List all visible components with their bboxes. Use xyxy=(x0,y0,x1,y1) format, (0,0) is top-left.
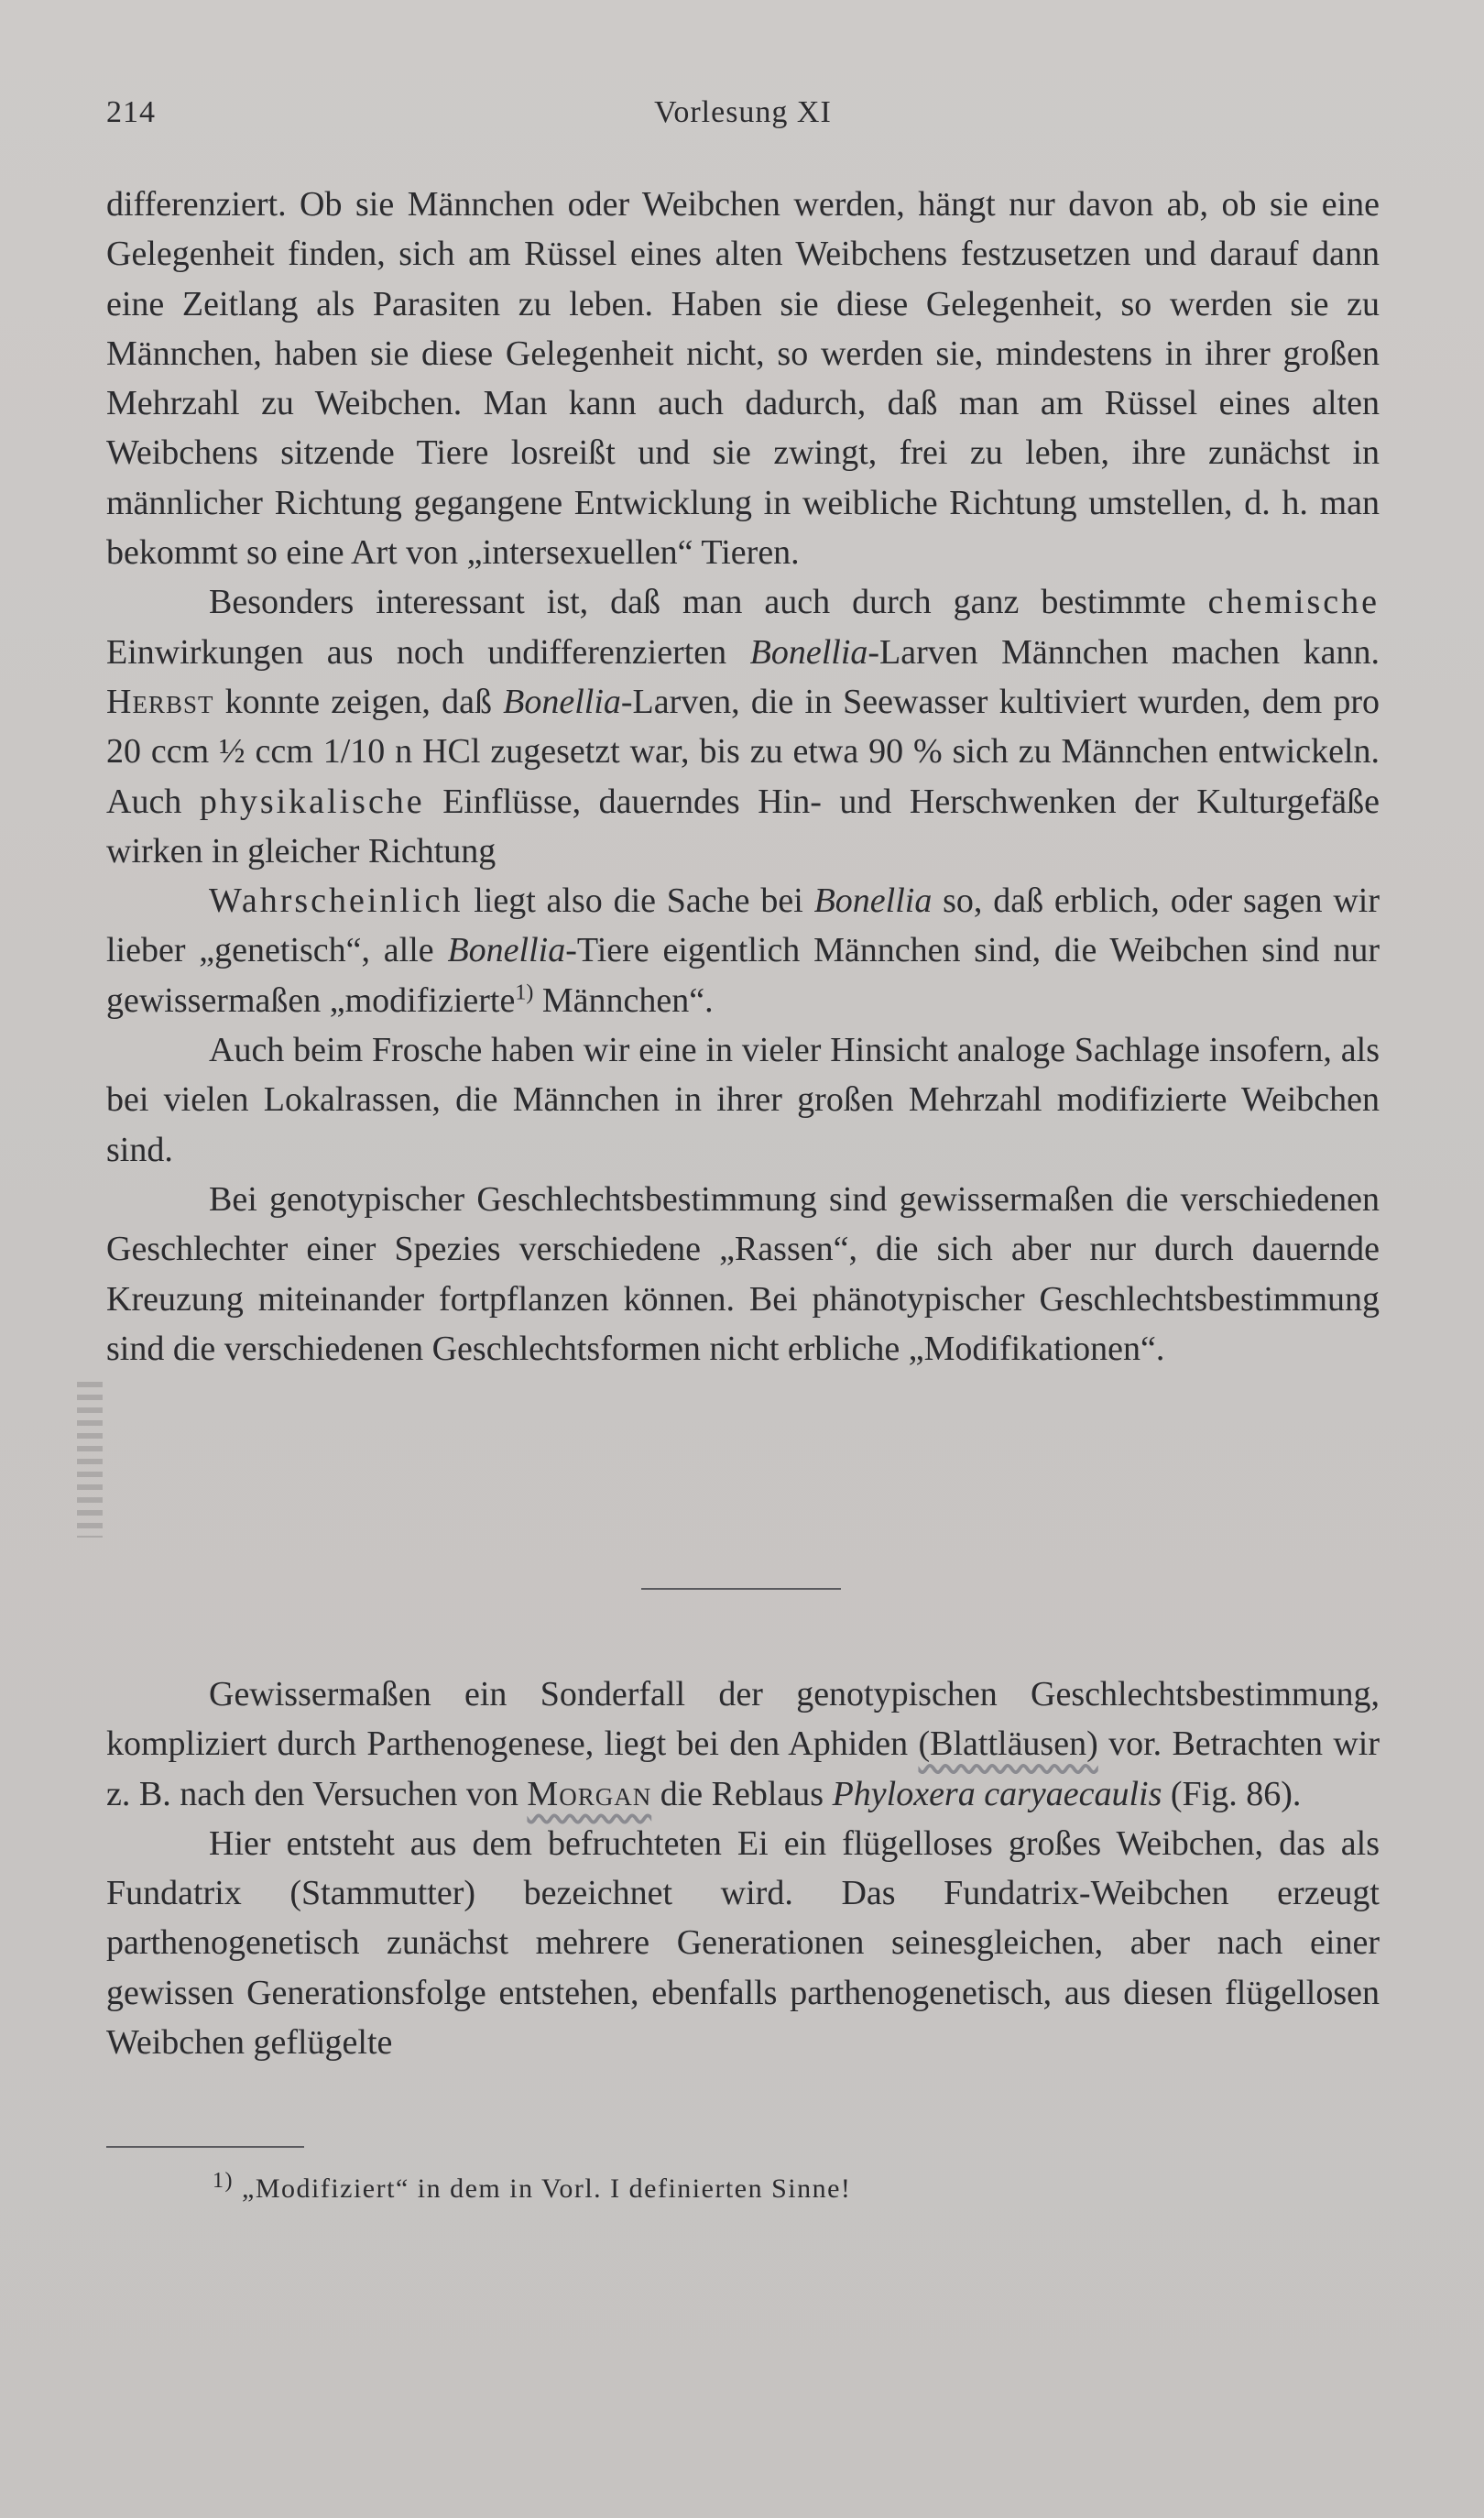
italic-bonellia: Bonellia xyxy=(813,881,933,921)
author-name-herbst: Herbst xyxy=(106,682,214,721)
text-run: -Larven Männchen machen kann. xyxy=(867,632,1380,672)
spaced-word-wahrscheinlich: Wahrscheinlich xyxy=(209,881,464,921)
italic-bonellia: Bonellia xyxy=(447,931,566,970)
footnote-rule xyxy=(106,2146,304,2148)
main-text-section-1 xyxy=(106,180,1380,1374)
page-number: 214 xyxy=(106,95,156,129)
text-run: konnte zeigen, daß xyxy=(213,682,504,721)
italic-bonellia: Bonellia xyxy=(503,682,621,721)
paragraph-3 xyxy=(106,876,1380,1025)
footnote xyxy=(213,2169,852,2205)
paragraph-1: differenziert. Ob sie Männchen oder Weibchen werden, hängt nur davon ab, ob sie eine Gelegenheit finden, sich am Rüssel eines alten Weibchens festzusetzen und darauf dann eine Zeitlang als Parasiten zu leben. Haben sie diese Gelegenheit, so werden sie zu Männchen, haben sie diese Gelegenheit nicht, so werden sie, mindestens in ihrer großen Mehrzahl zu Weibchen. Man kann auch dadurch, daß man am Rüssel eines alten Weibchens sitzende Tiere losreißt und sie zwingt, frei zu leben, ihre zunächst in männlicher Richtung gegangene Entwicklung in weibliche Richtung umstellen, d. h. man bekommt so eine Art von „intersexuellen“ Tieren. xyxy=(106,185,1380,573)
page-header xyxy=(106,95,1380,139)
author-name-morgan: Morgan xyxy=(527,1774,652,1813)
paragraph-2 xyxy=(106,577,1380,876)
text-run: Männchen“. xyxy=(533,980,714,1020)
spaced-word-physikalische: physikalische xyxy=(199,782,425,821)
text-run: Einwirkungen aus noch undifferenzierten xyxy=(106,632,750,672)
text-run: liegt also die Sache bei xyxy=(463,881,814,921)
text-run: so, daß erblich, oder sagen wir lieber „genetisch“, alle xyxy=(106,881,1380,970)
text-run: Besonders interessant ist, daß man auch durch ganz bestimmte xyxy=(209,583,1208,622)
text-run: Einflüsse, dauerndes Hin- und Herschwenken der Kulturgefäße wirken in gleicher Richtung xyxy=(106,782,1380,870)
running-head: Vorlesung XI xyxy=(654,95,832,129)
text-run: -Tiere eigentlich Männchen sind, die Weibchen sind nur gewissermaßen „modifizierte xyxy=(106,931,1380,1020)
paragraph-4: Auch beim Frosche haben wir eine in vieler Hinsicht analoge Sachlage insofern, als bei vielen Lokalrassen, die Männchen in ihrer großen Mehrzahl modifizierte Weibchen sind. xyxy=(106,1031,1380,1169)
footnote-marker: 1) xyxy=(213,2169,234,2193)
text-run: vor. Betrachten wir z. B. nach den Versuchen von xyxy=(106,1724,1380,1813)
italic-species-name: Phyloxera caryaecaulis xyxy=(832,1774,1162,1813)
text-run: -Larven, die in Seewasser kultiviert wurden, dem pro 20 ccm ½ ccm 1/10 n HCl zugesetzt war, bis zu etwa 90 % sich zu Männchen entwickeln. Auch xyxy=(106,682,1380,821)
text-run: die Reblaus xyxy=(651,1774,833,1813)
spaced-word-chemische: chemische xyxy=(1207,583,1380,622)
underlined-blattlaeusen: (Blattläusen) xyxy=(918,1724,1098,1764)
text-run: (Fig. 86). xyxy=(1162,1774,1302,1813)
italic-bonellia: Bonellia xyxy=(749,632,868,672)
main-text-section-2 xyxy=(106,1670,1380,2067)
paragraph-7: Hier entsteht aus dem befruchteten Ei ein flügelloses großes Weibchen, das als Fundatrix (Stammutter) bezeichnet wird. Das Fundatrix-Weibchen erzeugt parthenogenetisch zunächst mehrere Generationen seinesgleichen, aber nach einer gewissen Generationsfolge entstehen, ebenfalls parthenogenetisch, aus diesen flügellosen Weibchen geflügelte xyxy=(106,1823,1380,2063)
margin-pencil-mark xyxy=(77,1382,103,1538)
footnote-text: „Modifiziert“ in dem in Vorl. I definierten Sinne! xyxy=(234,2173,852,2204)
text-run: Gewissermaßen ein Sonderfall der genotypischen Geschlechtsbestimmung, kompliziert durch Parthenogenese, liegt bei den Aphiden xyxy=(106,1675,1380,1764)
paragraph-5: Bei genotypischer Geschlechtsbestimmung sind gewissermaßen die verschiedenen Geschlechter einer Spezies verschiedene „Rassen“, die sich aber nur durch dauernde Kreuzung miteinander fortpflanzen können. Bei phänotypischer Geschlechtsbestimmung sind die verschiedenen Geschlechtsformen nicht erbliche „Modifikationen“. xyxy=(106,1179,1380,1368)
footnote-reference: 1) xyxy=(515,980,534,1005)
section-divider xyxy=(641,1588,841,1590)
paragraph-6 xyxy=(106,1670,1380,1819)
